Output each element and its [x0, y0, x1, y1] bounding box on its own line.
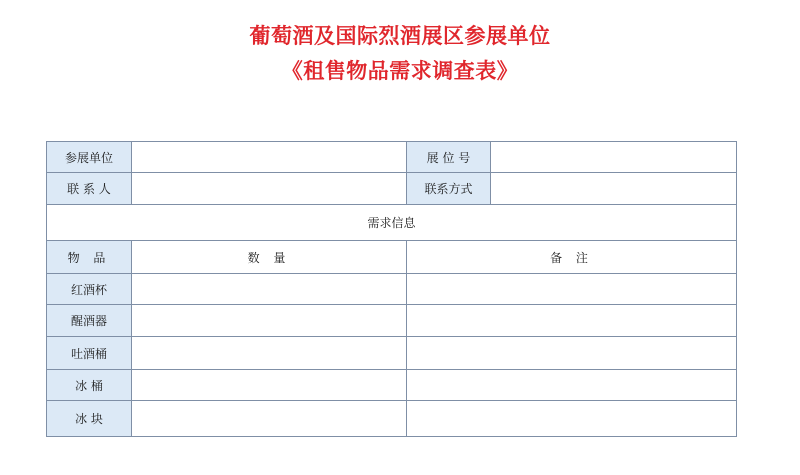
column-header-row [47, 241, 737, 274]
demand-info-heading: 需求信息 [47, 205, 737, 241]
form-subtitle: 《租售物品需求调查表》 [281, 59, 519, 83]
quantity-field[interactable] [132, 274, 407, 305]
remark-field[interactable] [407, 370, 737, 401]
table-row [47, 305, 737, 337]
form-title: 葡萄酒及国际烈酒展区参展单位 [249, 24, 551, 48]
quantity-field[interactable] [132, 337, 407, 370]
table-row [47, 274, 737, 305]
remark-field[interactable] [407, 274, 737, 305]
item-name: 红酒杯 [47, 274, 132, 305]
contact-row [47, 173, 737, 205]
section-heading-row [47, 205, 737, 241]
table-row [47, 370, 737, 401]
quantity-field[interactable] [132, 305, 407, 337]
item-name: 冰 块 [47, 401, 132, 437]
contact-person-label: 联 系 人 [47, 173, 132, 205]
remark-field[interactable] [407, 305, 737, 337]
remark-field[interactable] [407, 337, 737, 370]
booth-number-field[interactable] [491, 142, 737, 173]
exhibitor-row [47, 142, 737, 173]
contact-method-label: 联系方式 [407, 173, 491, 205]
item-name: 冰 桶 [47, 370, 132, 401]
quantity-field[interactable] [132, 370, 407, 401]
demand-survey-table [46, 141, 737, 437]
exhibitor-field[interactable] [132, 142, 407, 173]
exhibitor-label: 参展单位 [47, 142, 132, 173]
table-row [47, 337, 737, 370]
remark-column-header: 备 注 [407, 241, 737, 274]
contact-method-field[interactable] [491, 173, 737, 205]
remark-field[interactable] [407, 401, 737, 437]
item-name: 醒酒器 [47, 305, 132, 337]
contact-person-field[interactable] [132, 173, 407, 205]
quantity-field[interactable] [132, 401, 407, 437]
item-column-header: 物 品 [47, 241, 132, 274]
quantity-column-header: 数 量 [132, 241, 407, 274]
item-name: 吐酒桶 [47, 337, 132, 370]
booth-number-label: 展 位 号 [407, 142, 491, 173]
table-row [47, 401, 737, 437]
